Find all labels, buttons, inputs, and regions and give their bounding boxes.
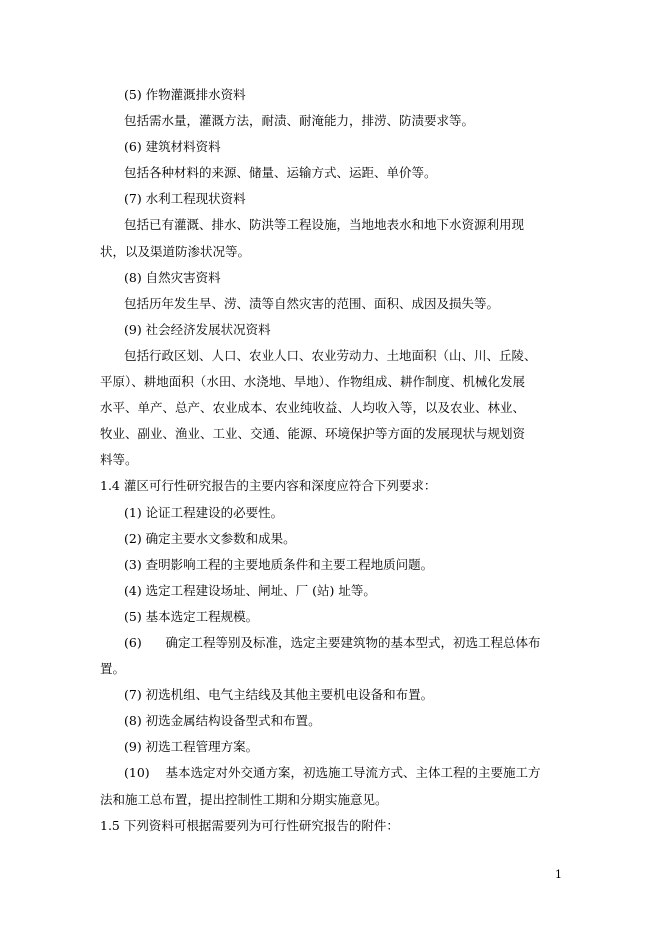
list-item-9: (9) 初选工程管理方案。	[124, 739, 259, 755]
subheading-building-materials: (6) 建筑材料资料	[124, 139, 221, 155]
list-item-1: (1) 论证工程建设的必要性。	[124, 504, 284, 520]
paragraph-socio-economic-2: 平原）、耕地面积（水田、水浇地、旱地）、作物组成、耕作制度、机械化发展	[100, 374, 526, 390]
body-text	[100, 82, 560, 839]
list-item-2: (2) 确定主要水文参数和成果。	[124, 530, 296, 546]
list-item-8: (8) 初选金属结构设备型式和布置。	[124, 713, 321, 729]
list-item-5: (5) 基本选定工程规模。	[124, 608, 259, 624]
paragraph-crop-irrigation: 包括需水量，灌溉方法，耐渍、耐淹能力，排涝、防渍要求等。	[124, 113, 475, 129]
paragraph-socio-economic-4: 牧业、副业、渔业、工业、交通、能源、环境保护等方面的发展现状与规划资	[100, 426, 526, 442]
list-item-4: (4) 选定工程建设场址、闸址、厂 (站) 址等。	[124, 582, 376, 598]
list-item-10-line-2: 法和施工总布置，提出控制性工期和分期实施意见。	[100, 791, 388, 807]
subheading-natural-disasters: (8) 自然灾害资料	[124, 269, 221, 285]
paragraph-socio-economic-1: 包括行政区划、人口、农业人口、农业劳动力、土地面积（山、川、丘陵、	[124, 347, 537, 363]
subheading-water-works: (7) 水利工程现状资料	[124, 191, 246, 207]
subheading-crop-irrigation: (5) 作物灌溉排水资料	[124, 87, 246, 102]
paragraph-natural-disasters: 包括历年发生旱、涝、渍等自然灾害的范围、面积、成因及损失等。	[124, 295, 500, 311]
list-item-3: (3) 查明影响工程的主要地质条件和主要工程地质问题。	[124, 556, 434, 572]
page-number: 1	[555, 868, 562, 881]
paragraph-water-works-1: 包括已有灌溉、排水、防洪等工程设施，当地地表水和地下水资源利用现	[124, 217, 525, 233]
paragraph-water-works-2: 状，以及渠道防渗状况等。	[100, 243, 251, 259]
paragraph-socio-economic-5: 料等。	[100, 452, 138, 468]
section-heading-1-4: 1.4 灌区可行性研究报告的主要内容和深度应符合下列要求：	[100, 478, 437, 494]
subheading-socio-economic: (9) 社会经济发展状况资料	[124, 321, 271, 337]
section-heading-1-5: 1.5 下列资料可根据需要列为可行性研究报告的附件：	[100, 817, 399, 833]
list-item-6-line-1: (6) 确定工程等别及标准，选定主要建筑物的基本型式，初选工程总体布	[124, 634, 541, 650]
paragraph-building-materials: 包括各种材料的来源、储量、运输方式、运距、单价等。	[124, 165, 437, 181]
list-item-10-line-1: (10) 基本选定对外交通方案，初选施工导流方式、主体工程的主要施工方	[124, 765, 541, 781]
list-item-6-line-2: 置。	[100, 661, 126, 677]
list-item-7: (7) 初选机组、电气主结线及其他主要机电设备和布置。	[124, 687, 434, 703]
paragraph-socio-economic-3: 水平、单产、总产、农业成本、农业纯收益、人均收入等，以及农业、林业、	[100, 400, 526, 416]
